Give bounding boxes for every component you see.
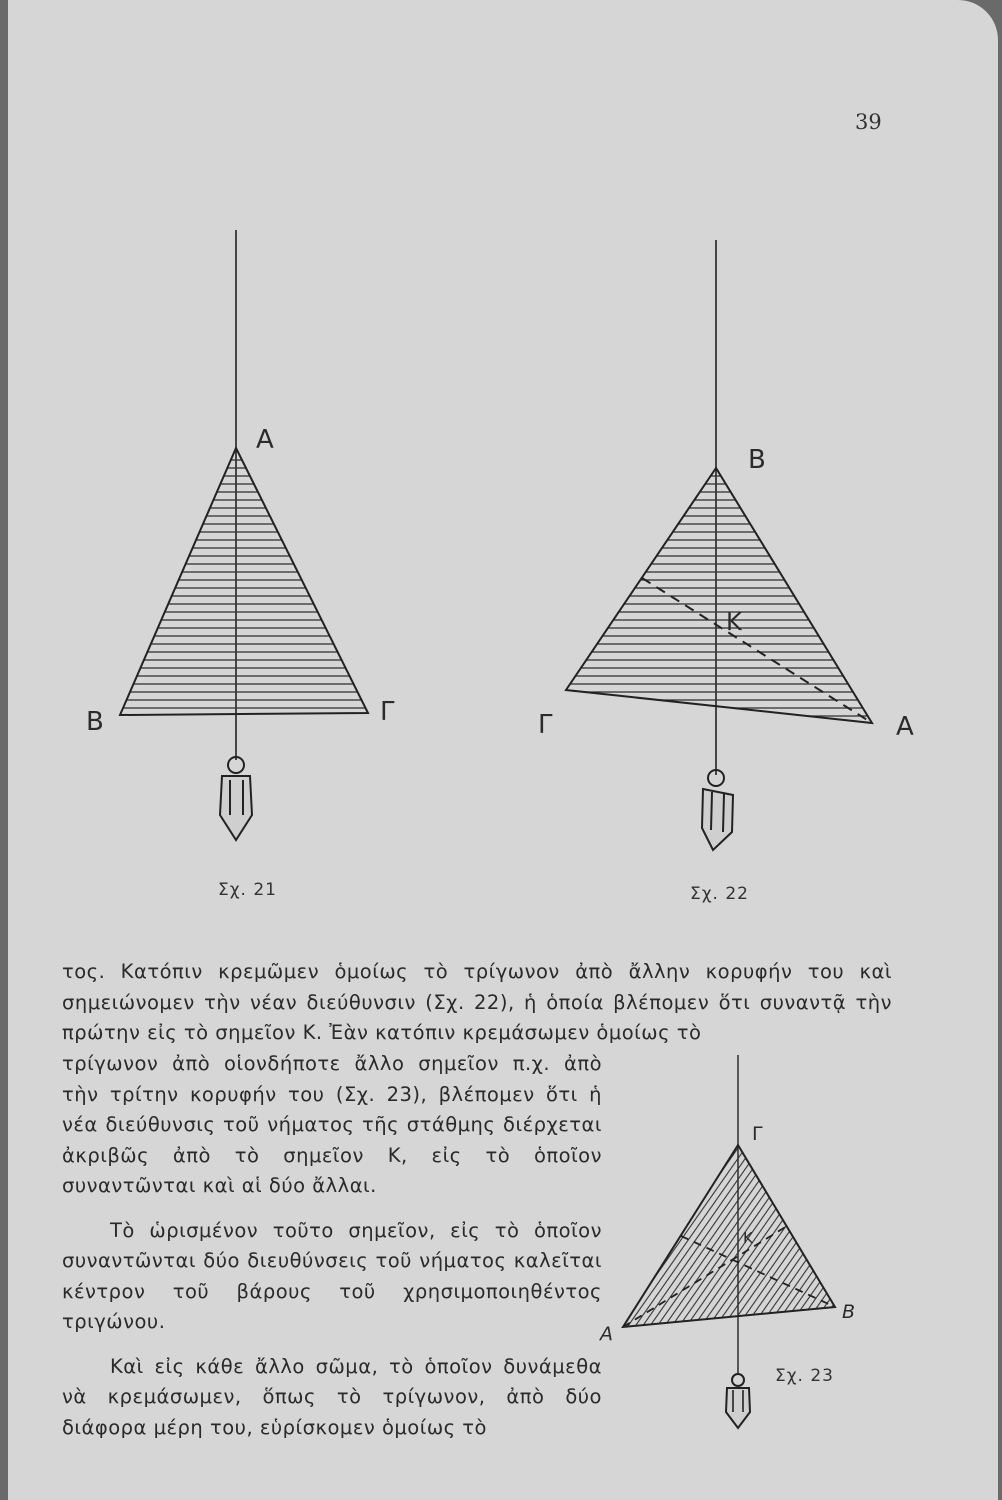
page-number: 39: [855, 110, 882, 134]
paragraph-full-width: τος. Κατόπιν κρεμῶμεν ὁμοίως τὸ τρίγωνον ἀπὸ ἄλλην κορυφήν του καὶ σημειώνομεν τὴν νέαν διεύθυνσιν (Σχ. 22), ἡ ὁποία βλέπομεν ὅτι συναντᾷ τὴν πρώτην εἰς τὸ σημεῖον Κ. Ἐὰν κατόπιν κρεμάσωμεν ὁμοίως τὸ: [62, 960, 892, 1044]
plumb-bob-icon: [220, 757, 252, 840]
figure-22: [538, 240, 914, 850]
plumb-bob-icon: [726, 1374, 750, 1428]
vertex-label-top: Β: [748, 445, 766, 475]
figure-22-caption: Σχ. 22: [690, 884, 750, 904]
figure-21-caption: Σχ. 21: [218, 880, 278, 900]
vertex-label-left: Β: [86, 707, 104, 737]
figure-23-caption: Σχ. 23: [775, 1366, 835, 1386]
vertex-label-left: Γ: [538, 710, 553, 740]
triangle-bga: [566, 468, 872, 723]
triangle-gab: [623, 1145, 835, 1327]
paragraph-continued: [62, 957, 892, 1049]
vertex-label-top: Γ: [752, 1123, 763, 1145]
paragraph-continuation: τρίγωνον ἀπὸ οἱονδήποτε ἄλλο σημεῖον π.χ. ἀπὸ τὴν τρίτην κορυφήν του (Σχ. 23), βλέπομεν ὅτι ἡ νέα διεύθυνσις τοῦ νήματος τῆς στάθμης διέρχεται ἀκριβῶς ἀπὸ τὸ σημεῖον Κ, εἰς τὸ ὁποῖον συναντῶνται καὶ αἱ δύο ἄλλαι.: [62, 1052, 602, 1197]
column-text: [62, 1049, 602, 1443]
vertex-label-left: Α: [600, 1323, 613, 1345]
figure-21: [86, 230, 395, 840]
plumb-bob-icon: [702, 770, 733, 850]
vertex-label-right: Β: [842, 1301, 856, 1323]
vertex-label-top: Α: [256, 425, 274, 455]
center-label: Κ: [743, 1229, 753, 1247]
center-label: Κ: [726, 608, 742, 636]
triangle-abg: [120, 448, 368, 715]
vertex-label-right: Α: [896, 712, 914, 742]
paragraph-centre-of-gravity: Τὸ ὡρισμένον τοῦτο σημεῖον, εἰς τὸ ὁποῖον συναντῶνται δύο διευθύνσεις τοῦ νήματος καλεῖται κέντρον τοῦ βάρους τοῦ χρησιμοποιηθέντος τριγώνου.: [62, 1218, 602, 1333]
vertex-label-right: Γ: [380, 697, 395, 727]
paragraph-other-bodies: Καὶ εἰς κάθε ἄλλο σῶμα, τὸ ὁποῖον δυνάμεθα νὰ κρεμάσωμεν, ὅπως τὸ τρίγωνον, ἀπὸ δύο διάφορα μέρη του, εὑρίσκομεν ὁμοίως τὸ: [62, 1354, 602, 1439]
